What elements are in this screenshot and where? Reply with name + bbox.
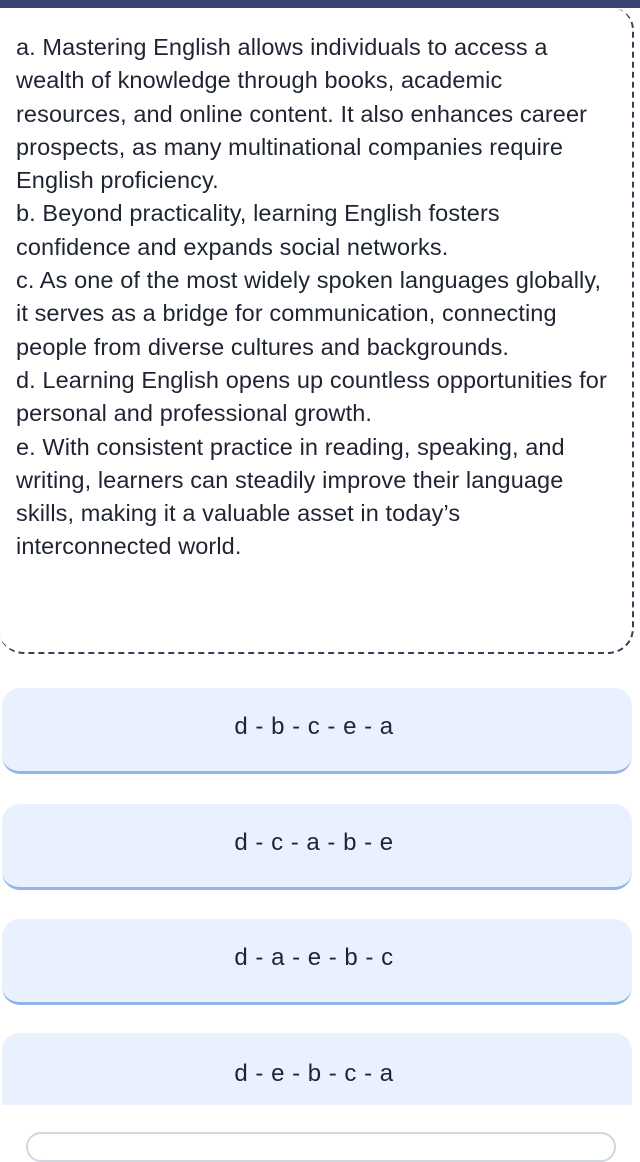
sentence-e: e. With consistent practice in reading, speaking, and writing, learners can steadily improve their language skills, making it a valuable asset in today’s interconnected world. [16,433,565,560]
top-bar [0,0,640,8]
answer-option-label: d - c - a - b - e [234,828,394,856]
answer-option-3[interactable] [2,919,632,1005]
sentence-d: d. Learning English opens up countless opportunities for personal and professional growth. [16,366,607,427]
answer-option-1[interactable] [2,688,632,774]
next-card-edge [26,1132,616,1162]
passage-card [0,8,634,654]
sentence-c: c. As one of the most widely spoken languages globally, it serves as a bridge for communication, connecting people from diverse cultures and backgrounds. [16,267,602,360]
answer-option-4[interactable] [2,1033,632,1105]
sentence-b: b. Beyond practicality, learning English fosters confidence and expands social networks. [16,200,500,260]
answer-option-label: d - b - c - e - a [234,712,394,740]
answer-option-label: d - a - e - b - c [234,943,394,971]
answer-option-2[interactable] [2,804,632,890]
sentence-a: a. Mastering English allows individuals to access a wealth of knowledge through books, academic resources, and online content. It also enhances career prospects, as many multinational companies require English proficiency. [16,34,588,194]
passage-text [16,31,616,564]
answer-option-label: d - e - b - c - a [234,1060,394,1087]
